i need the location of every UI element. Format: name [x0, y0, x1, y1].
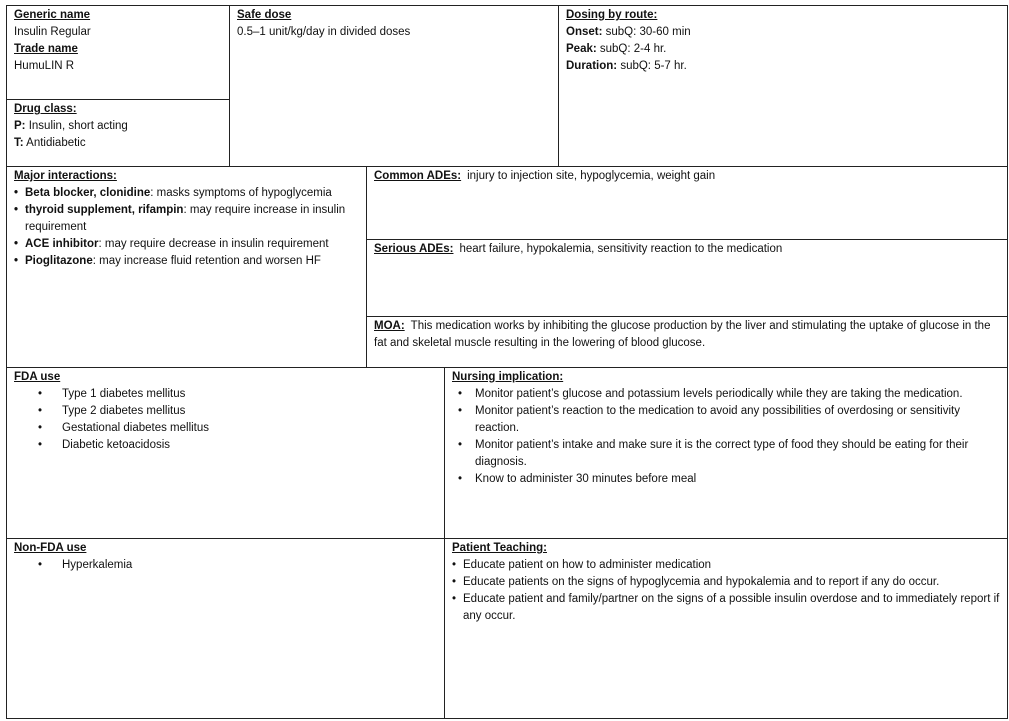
interaction-effect: : masks symptoms of hypoglycemia: [150, 187, 332, 199]
non-fda-header: Non-FDA use: [14, 542, 87, 554]
drug-class-t-line: [14, 135, 222, 152]
dosing-header: Dosing by route:: [566, 9, 658, 21]
nursing-item: • Monitor patient’s glucose and potassium levels periodically while they are taking the medication.: [452, 386, 1000, 403]
nursing-item: • Monitor patient’s reaction to the medication to avoid any possibilities of overdosing or sensitivity reaction.: [452, 403, 1000, 437]
interactions-list: [14, 185, 359, 270]
teaching-cell: [444, 538, 1008, 719]
drug-class-header: Drug class:: [14, 103, 77, 115]
teaching-item: • Educate patients on the signs of hypoglycemia and hypokalemia and to report if any do occur.: [452, 574, 1000, 591]
onset-label: Onset:: [566, 26, 603, 38]
interaction-item: [14, 202, 359, 236]
interaction-drug: Beta blocker, clonidine: [25, 187, 151, 199]
serious-ades-header: Serious ADEs:: [374, 243, 454, 255]
nursing-cell: [444, 367, 1008, 539]
generic-name-header: Generic name: [14, 9, 91, 21]
trade-name-header: Trade name: [14, 43, 78, 55]
peak-label: Peak:: [566, 43, 597, 55]
drug-class-cell: [6, 99, 230, 167]
interaction-drug: thyroid supplement, rifampin: [25, 204, 184, 216]
fda-use-header: FDA use: [14, 371, 61, 383]
duration-label: Duration:: [566, 60, 618, 72]
fda-use-cell: [6, 367, 445, 539]
fda-use-item: • Diabetic ketoacidosis: [14, 437, 437, 454]
nursing-item: • Monitor patient’s intake and make sure it is the correct type of food they should be eating for their diagnosis.: [452, 437, 1000, 471]
nursing-item: • Know to administer 30 minutes before meal: [452, 471, 1000, 488]
interaction-effect: : may require increase in insulin requirement: [25, 204, 346, 233]
interaction-drug: ACE inhibitor: [25, 238, 99, 250]
safe-dose-value: 0.5–1 unit/kg/day in divided doses: [237, 26, 411, 38]
common-ades-text: injury to injection site, hypoglycemia, weight gain: [467, 170, 716, 182]
generic-name-value: Insulin Regular: [14, 26, 91, 38]
interaction-effect: : may increase fluid retention and worsen HF: [92, 255, 321, 267]
interaction-effect: : may require decrease in insulin requirement: [98, 238, 329, 250]
teaching-list: [452, 557, 1000, 625]
fda-use-item: • Type 1 diabetes mellitus: [14, 386, 437, 403]
safe-dose-header: Safe dose: [237, 9, 292, 21]
trade-name-value: HumuLIN R: [14, 60, 75, 72]
drug-class-t-label: T:: [14, 137, 24, 149]
non-fda-item: • Hyperkalemia: [14, 557, 437, 574]
interaction-drug: Pioglitazone: [25, 255, 93, 267]
non-fda-cell: [6, 538, 445, 719]
generic-trade-cell: [6, 5, 230, 100]
onset-value: subQ: 30-60 min: [605, 26, 691, 38]
drug-class-t-value: Antidiabetic: [26, 137, 86, 149]
fda-use-list: [14, 386, 437, 454]
serious-ades-text: heart failure, hypokalemia, sensitivity reaction to the medication: [459, 243, 783, 255]
teaching-item: • Educate patient and family/partner on the signs of a possible insulin overdose and to immediately report if any occur.: [452, 591, 1000, 625]
teaching-header: Patient Teaching:: [452, 542, 547, 554]
nursing-list: [452, 386, 1000, 488]
non-fda-list: [14, 557, 437, 574]
interaction-item: [14, 185, 359, 202]
common-ades-cell: [366, 166, 1008, 240]
interactions-header: Major interactions:: [14, 170, 117, 182]
interaction-item: [14, 236, 359, 253]
serious-ades-cell: [366, 239, 1008, 317]
fda-use-item: • Type 2 diabetes mellitus: [14, 403, 437, 420]
interaction-item: [14, 253, 359, 270]
fda-use-item: • Gestational diabetes mellitus: [14, 420, 437, 437]
nursing-header: Nursing implication:: [452, 371, 564, 383]
teaching-item: • Educate patient on how to administer medication: [452, 557, 1000, 574]
onset-line: [566, 24, 1000, 41]
drug-class-p-line: [14, 118, 222, 135]
interactions-cell: [6, 166, 367, 368]
moa-cell: [366, 316, 1008, 368]
duration-line: [566, 58, 1000, 75]
peak-value: subQ: 2-4 hr.: [599, 43, 667, 55]
drug-class-p-label: P:: [14, 120, 26, 132]
peak-line: [566, 41, 1000, 58]
moa-text: This medication works by inhibiting the glucose production by the liver and stimulating the uptake of glucose in the fat and skeletal muscle resulting in the lowering of blood glucose.: [374, 320, 991, 349]
common-ades-header: Common ADEs:: [374, 170, 462, 182]
safe-dose-cell: [229, 5, 559, 167]
drug-class-p-value: Insulin, short acting: [28, 120, 128, 132]
duration-value: subQ: 5-7 hr.: [620, 60, 687, 72]
moa-header: MOA:: [374, 320, 405, 332]
dosing-cell: [558, 5, 1008, 167]
